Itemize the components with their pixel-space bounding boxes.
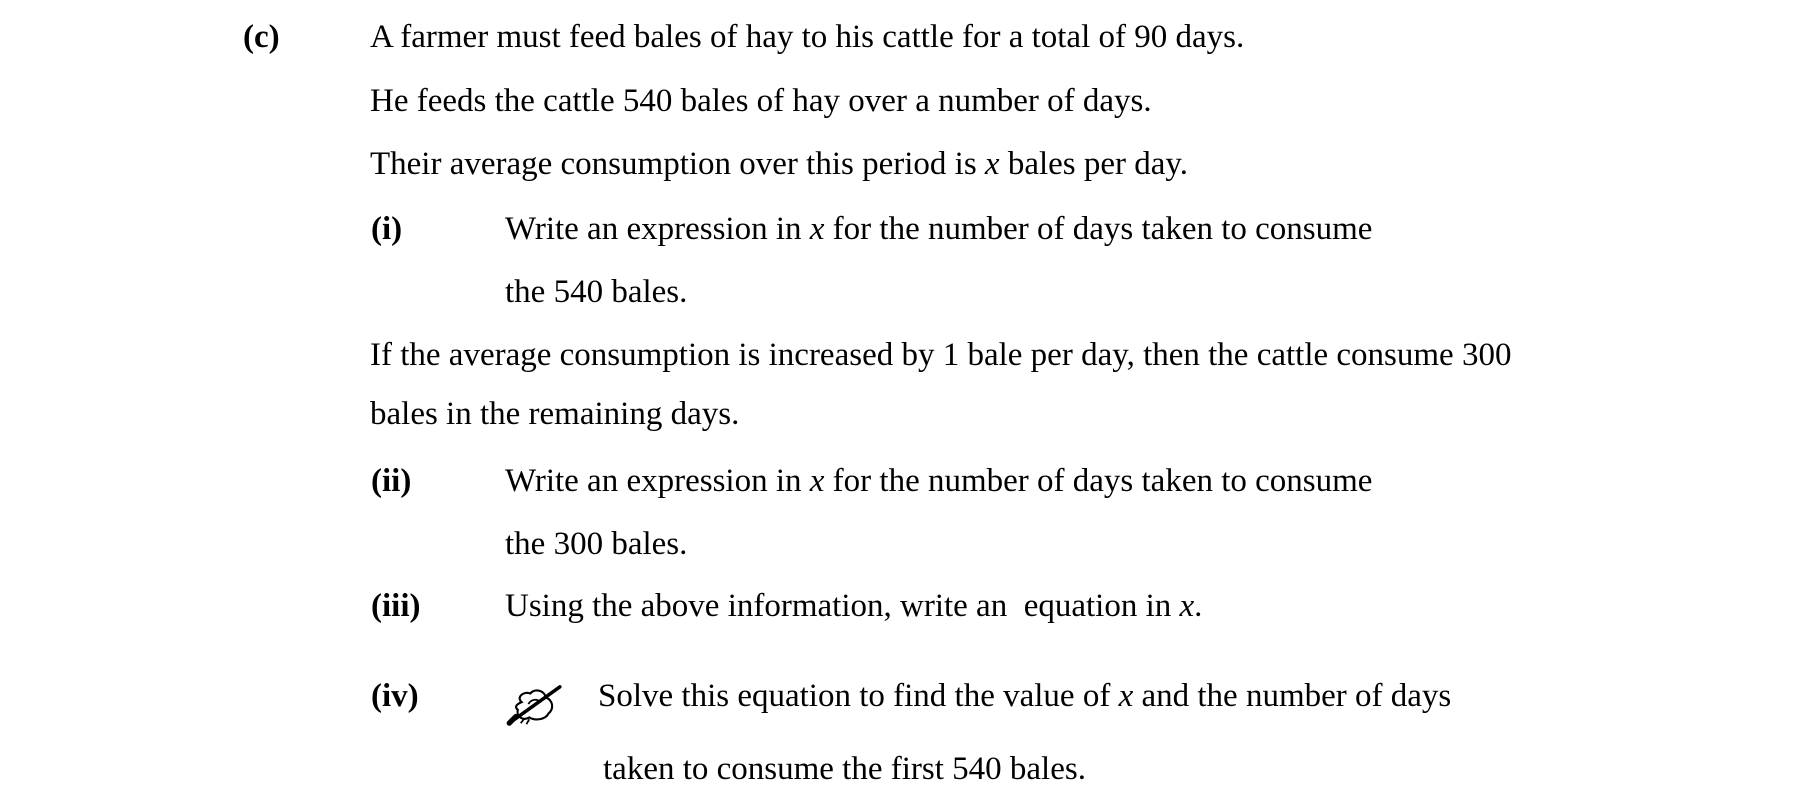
sub-iv-text-pre: Solve this equation to find the value of [598, 678, 1119, 714]
variable-x: x [809, 463, 825, 499]
sub-ii-label: (ii) [371, 463, 412, 499]
writing-hand-icon [505, 683, 567, 727]
variable-x: x [809, 211, 825, 247]
intro-line-1 [0, 18, 1818, 64]
sub-ii-text [505, 462, 1372, 502]
sub-iv-text-post: and the number of days [1133, 678, 1452, 714]
middle-text-1: If the average consumption is increased by 1 bale per day, then the cattle consume 300 [370, 337, 1512, 373]
variable-x: x [1179, 588, 1195, 624]
sub-iii-line-1 [0, 587, 1818, 633]
sub-i-line-1 [0, 210, 1818, 256]
middle-text-2: bales in the remaining days. [370, 396, 740, 432]
sub-ii-line-2 [0, 525, 1818, 571]
intro-text-1: A farmer must feed bales of hay to his cattle for a total of 90 days. [370, 19, 1245, 55]
sub-iv-label: (iv) [371, 678, 419, 714]
intro-text-2: He feeds the cattle 540 bales of hay over a number of days. [370, 83, 1152, 119]
intro-text-3-post: bales per day. [999, 146, 1189, 182]
intro-line-3 [0, 145, 1818, 191]
sub-i-text-post: for the number of days taken to consume [824, 211, 1373, 247]
intro-line-2 [0, 82, 1818, 128]
sub-i-label: (i) [371, 211, 403, 247]
sub-iii-text-post: . [1194, 588, 1203, 624]
middle-line-1 [0, 336, 1818, 382]
sub-i-text-pre: Write an expression in [505, 211, 810, 247]
variable-x: x [1118, 678, 1134, 714]
part-c-label: (c) [243, 19, 280, 55]
sub-ii-text-post: for the number of days taken to consume [824, 463, 1373, 499]
middle-line-2 [0, 395, 1818, 441]
intro-text-3-pre: Their average consumption over this period is [370, 146, 985, 182]
sub-ii-text-pre: Write an expression in [505, 463, 810, 499]
sub-iv-text [598, 677, 1451, 717]
sub-i-text [505, 210, 1372, 250]
sub-iv-line-1 [0, 677, 1818, 723]
sub-iii-label: (iii) [371, 588, 421, 624]
variable-x: x [984, 146, 1000, 182]
sub-iii-text-pre: Using the above information, write an equation in [505, 588, 1180, 624]
intro-text-3 [370, 145, 1188, 185]
sub-i-line-2 [0, 273, 1818, 319]
sub-iv-line-2 [0, 750, 1818, 796]
sub-ii-text-2: the 300 bales. [505, 526, 688, 562]
sub-i-text-2: the 540 bales. [505, 274, 688, 310]
sub-iii-text [505, 587, 1202, 627]
sub-ii-line-1 [0, 462, 1818, 508]
sub-iv-text-2: taken to consume the first 540 bales. [603, 751, 1086, 787]
